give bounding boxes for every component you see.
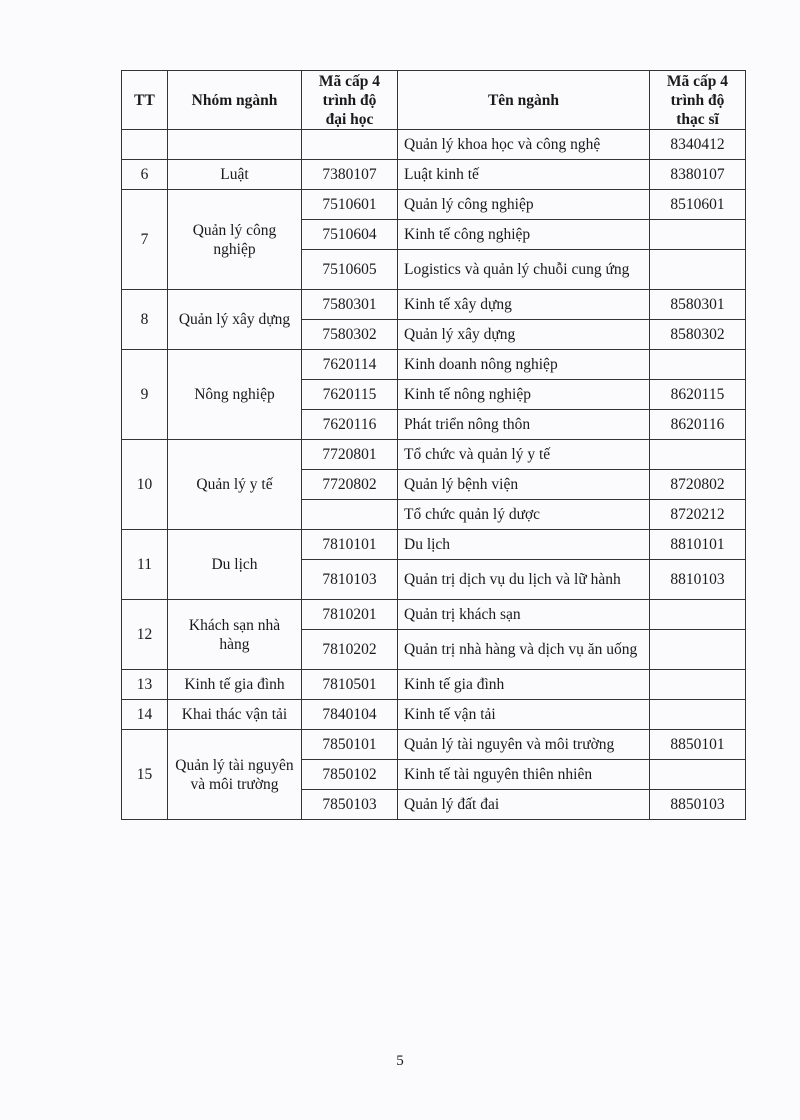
header-ma-dai-hoc-line: trình độ xyxy=(322,91,377,109)
cell-ten-nganh: Luật kinh tế xyxy=(398,160,650,190)
cell-ma-thac-si xyxy=(650,700,746,730)
header-ma-dai-hoc-line: đại học xyxy=(325,110,374,128)
cell-ma-thac-si xyxy=(650,440,746,470)
cell-ma-thac-si: 8720212 xyxy=(650,500,746,530)
cell-ma-dai-hoc: 7810202 xyxy=(302,630,398,670)
table-row xyxy=(122,190,746,220)
cell-ten-nganh: Tổ chức quản lý dược xyxy=(398,500,650,530)
header-ma-dai-hoc-line: Mã cấp 4 xyxy=(318,72,381,90)
cell-ma-thac-si xyxy=(650,670,746,700)
cell-ten-nganh: Phát triển nông thôn xyxy=(398,410,650,440)
cell-ten-nganh: Quản lý đất đai xyxy=(398,790,650,820)
cell-ma-thac-si xyxy=(650,220,746,250)
cell-ten-nganh: Quản trị dịch vụ du lịch và lữ hành xyxy=(398,560,650,600)
table-row xyxy=(122,530,746,560)
cell-ma-thac-si xyxy=(650,760,746,790)
cell-nhom-nganh: Quản lý xây dựng xyxy=(168,290,302,350)
cell-ma-thac-si: 8620115 xyxy=(650,380,746,410)
cell-ma-thac-si xyxy=(650,600,746,630)
cell-nhom-nganh: Quản lý y tế xyxy=(168,440,302,530)
cell-ma-dai-hoc: 7810501 xyxy=(302,670,398,700)
cell-ma-dai-hoc xyxy=(302,130,398,160)
table-row xyxy=(122,350,746,380)
cell-nhom-nganh: Nông nghiệp xyxy=(168,350,302,440)
cell-ma-dai-hoc: 7620114 xyxy=(302,350,398,380)
cell-ma-dai-hoc: 7840104 xyxy=(302,700,398,730)
cell-ten-nganh: Kinh tế gia đình xyxy=(398,670,650,700)
cell-ma-dai-hoc: 7810101 xyxy=(302,530,398,560)
cell-tt: 15 xyxy=(122,730,168,820)
cell-nhom-nganh: Luật xyxy=(168,160,302,190)
cell-ten-nganh: Kinh doanh nông nghiệp xyxy=(398,350,650,380)
table-row xyxy=(122,290,746,320)
cell-ma-thac-si: 8380107 xyxy=(650,160,746,190)
cell-ma-dai-hoc: 7720801 xyxy=(302,440,398,470)
cell-ma-thac-si xyxy=(650,630,746,670)
header-ma-thac-si-line: thạc sĩ xyxy=(676,110,719,128)
cell-ten-nganh: Quản lý bệnh viện xyxy=(398,470,650,500)
cell-ten-nganh: Du lịch xyxy=(398,530,650,560)
cell-ma-dai-hoc: 7510601 xyxy=(302,190,398,220)
cell-ma-thac-si: 8580301 xyxy=(650,290,746,320)
cell-ten-nganh: Kinh tế công nghiệp xyxy=(398,220,650,250)
cell-ma-dai-hoc: 7850101 xyxy=(302,730,398,760)
cell-ma-dai-hoc: 7580301 xyxy=(302,290,398,320)
cell-tt: 9 xyxy=(122,350,168,440)
cell-ma-dai-hoc: 7380107 xyxy=(302,160,398,190)
cell-ma-thac-si: 8580302 xyxy=(650,320,746,350)
cell-ten-nganh: Logistics và quản lý chuỗi cung ứng xyxy=(398,250,650,290)
cell-ten-nganh: Quản trị nhà hàng và dịch vụ ăn uống xyxy=(398,630,650,670)
header-ma-thac-si-line: trình độ xyxy=(670,91,725,109)
cell-tt xyxy=(122,130,168,160)
cell-ten-nganh: Quản lý công nghiệp xyxy=(398,190,650,220)
cell-ma-thac-si: 8620116 xyxy=(650,410,746,440)
cell-ten-nganh: Quản lý khoa học và công nghệ xyxy=(398,130,650,160)
cell-nhom-nganh: Du lịch xyxy=(168,530,302,600)
table-row xyxy=(122,730,746,760)
cell-ma-dai-hoc: 7810103 xyxy=(302,560,398,600)
page-number: 5 xyxy=(396,1053,404,1069)
cell-ten-nganh: Kinh tế xây dựng xyxy=(398,290,650,320)
cell-ma-dai-hoc: 7720802 xyxy=(302,470,398,500)
cell-tt: 14 xyxy=(122,700,168,730)
cell-tt: 12 xyxy=(122,600,168,670)
cell-ma-dai-hoc: 7850103 xyxy=(302,790,398,820)
cell-ma-dai-hoc: 7850102 xyxy=(302,760,398,790)
header-ma-thac-si xyxy=(650,71,746,130)
cell-nhom-nganh: Quản lý tài nguyên và môi trường xyxy=(168,730,302,820)
cell-ma-thac-si: 8850103 xyxy=(650,790,746,820)
cell-ma-thac-si: 8340412 xyxy=(650,130,746,160)
header-ten-nganh: Tên ngành xyxy=(398,71,650,130)
table-row xyxy=(122,670,746,700)
table-row xyxy=(122,160,746,190)
cell-ma-thac-si: 8720802 xyxy=(650,470,746,500)
cell-ma-thac-si: 8850101 xyxy=(650,730,746,760)
cell-nhom-nganh xyxy=(168,130,302,160)
cell-tt: 11 xyxy=(122,530,168,600)
cell-ma-dai-hoc: 7580302 xyxy=(302,320,398,350)
cell-ma-dai-hoc: 7510605 xyxy=(302,250,398,290)
cell-tt: 13 xyxy=(122,670,168,700)
cell-ma-dai-hoc: 7620116 xyxy=(302,410,398,440)
cell-ma-thac-si: 8810103 xyxy=(650,560,746,600)
table-row xyxy=(122,600,746,630)
cell-nhom-nganh: Khai thác vận tải xyxy=(168,700,302,730)
cell-ma-thac-si: 8510601 xyxy=(650,190,746,220)
cell-tt: 8 xyxy=(122,290,168,350)
header-ma-thac-si-line: Mã cấp 4 xyxy=(666,72,729,90)
table-row xyxy=(122,440,746,470)
table-header-row xyxy=(122,71,746,130)
cell-ten-nganh: Quản lý tài nguyên và môi trường xyxy=(398,730,650,760)
cell-ma-dai-hoc xyxy=(302,500,398,530)
cell-ten-nganh: Kinh tế vận tải xyxy=(398,700,650,730)
cell-tt: 6 xyxy=(122,160,168,190)
cell-ten-nganh: Kinh tế nông nghiệp xyxy=(398,380,650,410)
header-ma-dai-hoc xyxy=(302,71,398,130)
cell-ma-thac-si: 8810101 xyxy=(650,530,746,560)
majors-table xyxy=(121,70,746,820)
cell-nhom-nganh: Khách sạn nhà hàng xyxy=(168,600,302,670)
cell-ten-nganh: Quản lý xây dựng xyxy=(398,320,650,350)
header-nhom-nganh: Nhóm ngành xyxy=(168,71,302,130)
cell-ma-thac-si xyxy=(650,250,746,290)
table-row xyxy=(122,700,746,730)
header-tt: TT xyxy=(122,71,168,130)
cell-nhom-nganh: Quản lý công nghiệp xyxy=(168,190,302,290)
cell-tt: 10 xyxy=(122,440,168,530)
cell-ma-dai-hoc: 7620115 xyxy=(302,380,398,410)
cell-ten-nganh: Quản trị khách sạn xyxy=(398,600,650,630)
table-row xyxy=(122,130,746,160)
cell-nhom-nganh: Kinh tế gia đình xyxy=(168,670,302,700)
cell-ma-dai-hoc: 7510604 xyxy=(302,220,398,250)
cell-ma-thac-si xyxy=(650,350,746,380)
cell-tt: 7 xyxy=(122,190,168,290)
cell-ma-dai-hoc: 7810201 xyxy=(302,600,398,630)
cell-ten-nganh: Kinh tế tài nguyên thiên nhiên xyxy=(398,760,650,790)
cell-ten-nganh: Tổ chức và quản lý y tế xyxy=(398,440,650,470)
